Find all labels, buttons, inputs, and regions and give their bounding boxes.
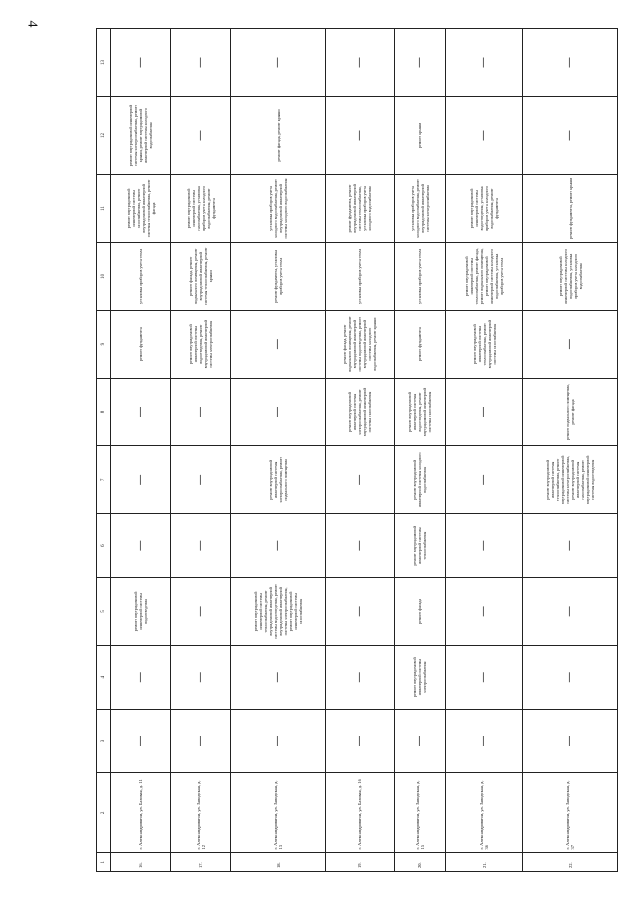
table-row [394,29,446,872]
table-cell: — [325,96,394,174]
address-cell: г. Александровичи, ул. Заводская, д. 15 [394,773,446,853]
table-cell: — [171,514,231,578]
row-number: 22. [523,853,618,872]
table-row [523,29,618,872]
column-number-cell: 11 [97,175,111,243]
table-cell: — [325,29,394,97]
table-cell: ремонт фасада, ремонт подвального помещения, ремонт внутридомовой инженерной системы теплоснабжения, ремонт крыши [171,242,231,310]
table-cell: ремонт внутридомовой инженерной системы холодного водоснабжения, установка приборов учета холодного водоснабжения [523,242,618,310]
address-cell: г. Александровичи, ул. Заводская, д. 37 [523,773,618,853]
column-number-row [97,29,111,872]
table-cell: ремонт внутридомовой инженерной системы теплоснабжения, ремонт внутридомовой инженерной системы водоотведения, ремонт внутридомовой инженерной системы электроснабжения, ремонт внутридомовой инженерной системы газоснабжения [231,578,326,646]
table-cell: — [171,96,231,174]
table-cell: ремонт фундамента, установка приборов учета тепла [231,242,326,310]
table-cell: — [111,446,171,514]
table-cell: — [325,645,394,709]
table-cell: — [325,578,394,646]
row-number: 16. [111,853,171,872]
table-cell: — [111,29,171,97]
address-cell: г. Александровичи, ул. Базовая, д. 11 [111,773,171,853]
table-cell: ремонт внутридомовой инженерной системы электроснабжения, ремонт внутридомовой инженерной системы газоснабжения [325,378,394,446]
table-cell: установка приборов учета холодного водоснабжения, ремонт внутридомовой инженерной системы холодного водоснабжения [231,175,326,243]
table-cell: — [523,578,618,646]
column-number-cell: 12 [97,96,111,174]
table-cell: — [171,578,231,646]
table-cell: — [446,578,523,646]
table-cell: ремонт внутридомовой инженерной системы теплоснабжения, ремонт внутридомовой инженерной системы электроснабжения, ремонт внутридомовой инженерной системы газоснабжения, ремонт внутридомовой инженерной системы водоотведения [523,446,618,514]
table-row [231,29,326,872]
column-number-cell: 8 [97,378,111,446]
repair-schedule-table [96,28,618,872]
table-row [446,29,523,872]
table-cell: ремонт внутридомовой инженерной системы газоснабжения, установка приборов учета холодного водоснабжения, ремонт фундамента [171,175,231,243]
table-cell: — [171,378,231,446]
table-cell: ремонт внутридомовой инженерной системы электроснабжения [394,645,446,709]
column-number-cell: 5 [97,578,111,646]
table-body [97,29,618,872]
table-cell: ремонт фундамента [111,310,171,378]
table-cell: — [523,709,618,773]
table-cell: — [171,446,231,514]
table-cell: ремонт внутридомовой инженерной системы водоотведения, ремонт внутридомовой инженерной системы электроснабжения [171,310,231,378]
column-number-cell: 4 [97,645,111,709]
table-cell: — [394,709,446,773]
row-number: 19. [325,853,394,872]
table-cell: ремонт внутридомовой инженерной системы электроснабжения, ремонт крыши, ремонт внутридомовой инженерной системы холодного водоснабжения [111,96,171,174]
table-cell: — [446,29,523,97]
table-cell: — [231,310,326,378]
table-cell: — [231,29,326,97]
table-cell: — [111,378,171,446]
row-number: 20. [394,853,446,872]
table-cell: ремонт фасада [394,578,446,646]
table-cell: — [523,96,618,174]
table-cell: установка приборов учета холодного водоснабжения, ремонт внутридомовой инженерной системы электроснабжения [394,175,446,243]
table-cell: — [446,446,523,514]
address-cell: г. Александровичи, ул. Заводская, д. 13 [231,773,326,853]
table-cell: — [111,709,171,773]
table-cell: — [231,514,326,578]
table-cell: — [325,709,394,773]
table-cell: — [523,514,618,578]
table-cell: — [111,645,171,709]
column-number-cell: 2 [97,773,111,853]
table-cell: установка приборов учета тепла [111,242,171,310]
table-cell: ремонт фундамента, ремонт внутридомовой инженерной системы теплоснабжения, установка приборов учета холодного водоснабжения [325,175,394,243]
table-cell: ремонт внутридомовой инженерной системы холодного водоснабжения [394,446,446,514]
table-cell: установка приборов учета тепла [325,242,394,310]
row-number: 21. [446,853,523,872]
table-cell: установка приборов учета тепла [394,242,446,310]
page-number: 4 [24,20,40,28]
table-cell: — [171,709,231,773]
table-cell: — [231,378,326,446]
address-cell: г. Александровичи, ул. Заводская, д. 12 [171,773,231,853]
address-cell: г. Александровичи, ул. Заводская, д. 36 [446,773,523,853]
table-cell: — [231,645,326,709]
column-number-cell: 3 [97,709,111,773]
table-cell: ремонт внутридомовой инженерной системы газоснабжения, ремонт внутридомовой инженерной системы теплоснабжения, ремонт фасада [111,175,171,243]
table-cell: — [325,446,394,514]
table-cell: — [171,29,231,97]
table-cell: ремонт внутридомовой инженерной системы теплоснабжения, ремонт фасада, ремонт подвального помещения, ремонт внутридомовой инженерной системы холодного водоснабжения, установка приборов учета тепла [446,242,523,310]
table-cell: — [325,514,394,578]
table-cell: ремонт крыши [394,96,446,174]
row-number: 18. [231,853,326,872]
table-row [325,29,394,872]
table-row [171,29,231,872]
address-cell: г. Александровичи, ул. Базовая, д. 16 [325,773,394,853]
table-cell: ремонт внутридомовой инженерной системы теплоснабжения, ремонт внутридомовой инженерной системы газоснабжения [446,310,523,378]
table-cell: ремонт внутридомовой инженерной системы водоотведения [111,578,171,646]
table-cell: ремонт фасада, ремонт крыши [231,96,326,174]
table-cell: — [446,645,523,709]
table-cell: ремонт фундамента [394,310,446,378]
row-number: 17. [171,853,231,872]
table-cell: ремонт внутридомовой инженерной системы электроснабжения, ремонт подвального помещения [231,446,326,514]
table-cell: — [231,709,326,773]
table-cell: — [394,29,446,97]
table-cell: ремонт внутридомовой инженерной системы теплоснабжения [394,514,446,578]
table-cell: ремонт внутридомовой инженерной системы водоотведения, установка приборов учета холодного водоснабжения, ремонт фундамента [446,175,523,243]
table-cell: — [523,29,618,97]
table-cell: — [446,709,523,773]
table-cell: — [523,645,618,709]
table-cell: ремонт подвального помещения, ремонт фасада [523,378,618,446]
column-number-cell: 7 [97,446,111,514]
table-cell: ремонт фасада, ремонт подвального помещения, ремонт внутридомовой инженерной системы водоотведения, ремонт внутридомовой инженерной системы холодного водоснабжения, ремонт крыши [325,310,394,378]
table-cell: — [111,514,171,578]
column-number-cell: 6 [97,514,111,578]
table-cell: — [171,645,231,709]
rotated-table-sheet [96,28,618,872]
column-number-cell: 10 [97,242,111,310]
table-cell: — [446,378,523,446]
table-cell: ремонт внутридомовой инженерной системы водоотведения, ремонт внутридомовой инженерной системы газоснабжения [394,378,446,446]
table-rotor [96,28,618,872]
column-number-cell: 1 [97,853,111,872]
table-cell: ремонт фундамента, ремонт крыши [523,175,618,243]
table-cell: — [446,514,523,578]
table-cell: — [446,96,523,174]
table-row [111,29,171,872]
table-cell: — [523,310,618,378]
column-number-cell: 9 [97,310,111,378]
column-number-cell: 13 [97,29,111,97]
